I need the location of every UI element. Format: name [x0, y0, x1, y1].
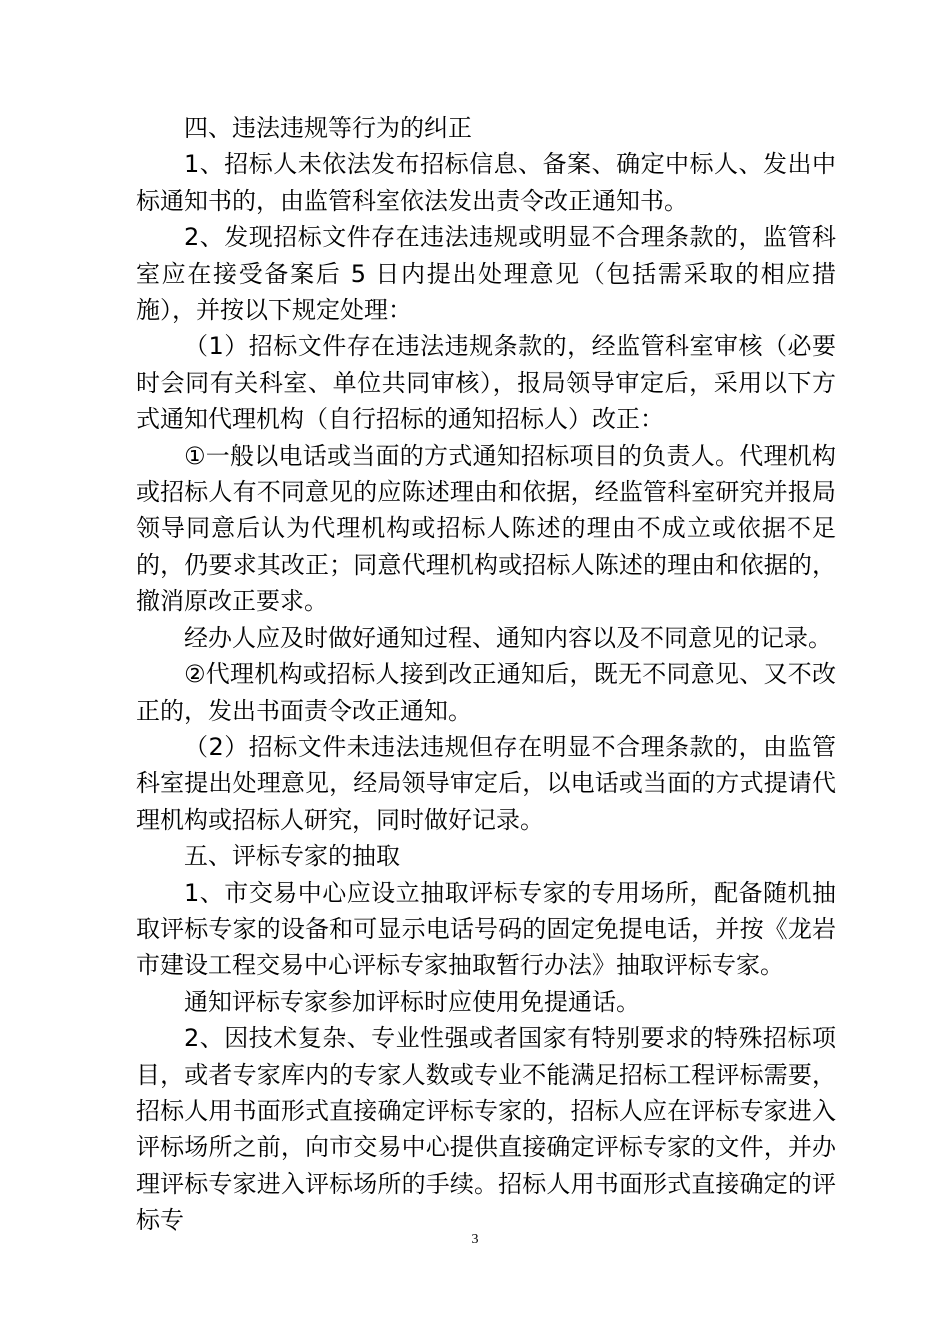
- paragraph-record-note: 经办人应及时做好通知过程、通知内容以及不同意见的记录。: [184, 623, 832, 652]
- paragraph-expert-2: 2、因技术复杂、专业性强或者国家有特别要求的特殊招标项目，或者专家库内的专家人数或专业不能满足招标工程评标需要，招标人用书面形式直接确定评标专家的，招标人应在评标专家进入评标场所之前，向市交易中心提供直接确定评标专家的文件，并办理评标专家进入评标场所的手续。招标人用书面形式直接确定的评标专: [136, 1024, 836, 1235]
- paragraph-item-1: 1、招标人未依法发布招标信息、备案、确定中标人、发出中标通知书的，由监管科室依法发出责令改正通知书。: [136, 150, 836, 215]
- paragraph-expert-1: 1、市交易中心应设立抽取评标专家的专用场所，配备随机抽取评标专家的设备和可显示电话号码的固定免提电话，并按《龙岩市建设工程交易中心评标专家抽取暂行办法》抽取评标专家。: [136, 878, 836, 980]
- paragraph-circled-1: ①一般以电话或当面的方式通知招标项目的负责人。代理机构或招标人有不同意见的应陈述理由和依据，经监管科室研究并报局领导同意后认为代理机构或招标人陈述的理由不成立或依据不足的，仍要求其改正；同意代理机构或招标人陈述的理由和依据的，撤消原改正要求。: [136, 441, 836, 616]
- section-heading-4: 四、违法违规等行为的纠正: [184, 114, 472, 142]
- paragraph-expert-note: 通知评标专家参加评标时应使用免提通话。: [184, 987, 640, 1016]
- paragraph-subitem-2: （2）招标文件未违法违规但存在明显不合理条款的，由监管科室提出处理意见，经局领导审定后，以电话或当面的方式提请代理机构或招标人研究，同时做好记录。: [136, 732, 836, 834]
- paragraph-subitem-1: （1）招标文件存在违法违规条款的，经监管科室审核（必要时会同有关科室、单位共同审核），报局领导审定后，采用以下方式通知代理机构（自行招标的通知招标人）改正：: [136, 332, 836, 434]
- document-body: [136, 110, 836, 1239]
- page-number: 3: [471, 1232, 479, 1247]
- paragraph-circled-2: ②代理机构或招标人接到改正通知后，既无不同意见、又不改正的，发出书面责令改正通知。: [136, 660, 836, 725]
- section-heading-5: 五、评标专家的抽取: [184, 842, 400, 871]
- paragraph-item-2: 2、发现招标文件存在违法违规或明显不合理条款的，监管科室应在接受备案后 5 日内提出处理意见（包括需采取的相应措施），并按以下规定处理：: [136, 223, 836, 325]
